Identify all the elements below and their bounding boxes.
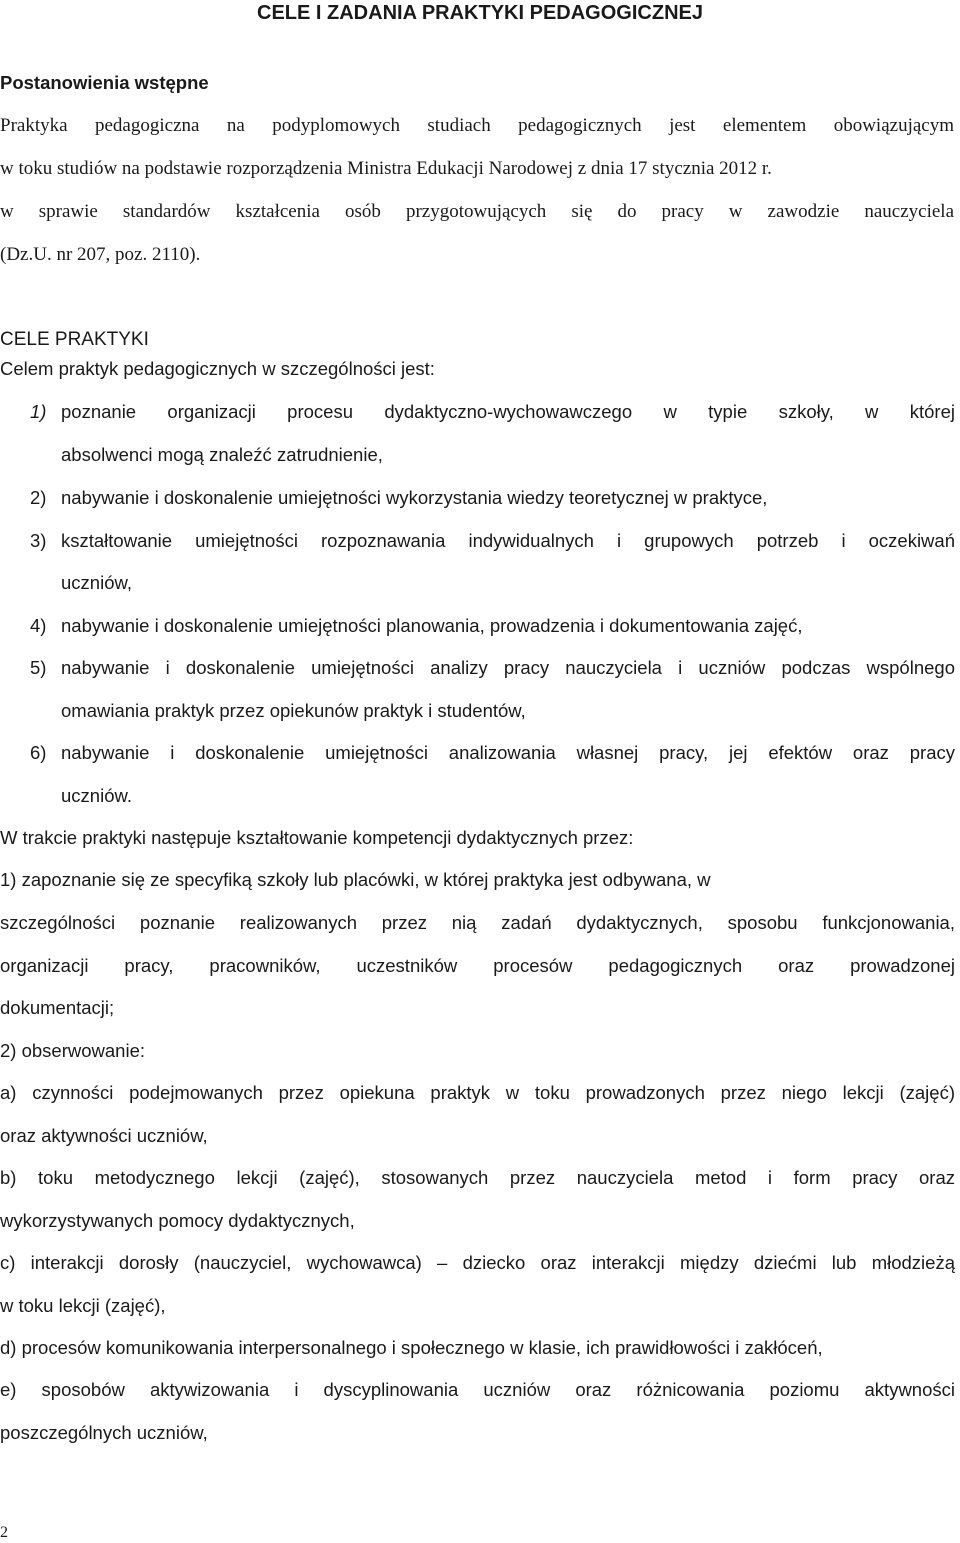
goal-3-number: 3) bbox=[30, 530, 47, 551]
goal-1-line-2: absolwenci mogą znaleźć zatrudnienie, bbox=[61, 444, 383, 465]
goal-4-line-1: nabywanie i doskonalenie umiejętności planowania, prowadzenia i dokumentowania zajęć, bbox=[61, 615, 803, 636]
intro-line-3: w sprawie standardów kształcenia osób przygotowujących się do pracy w zawodzie nauczyciela bbox=[0, 201, 954, 222]
competencies-line-5: 2) obserwowanie: bbox=[0, 1040, 145, 1061]
competencies-line-11: w toku lekcji (zajęć), bbox=[0, 1295, 166, 1316]
competencies-line-8: b) toku metodycznego lekcji (zajęć), stosowanych przez nauczyciela metod i form pracy oraz bbox=[0, 1167, 955, 1188]
competencies-line-9: wykorzystywanych pomocy dydaktycznych, bbox=[0, 1210, 355, 1231]
goal-1-number: 1) bbox=[30, 401, 47, 422]
goal-5-line-2: omawiania praktyk przez opiekunów praktyk i studentów, bbox=[61, 700, 526, 721]
competencies-line-14: poszczególnych uczniów, bbox=[0, 1422, 208, 1443]
competencies-line-7: oraz aktywności uczniów, bbox=[0, 1125, 208, 1146]
competencies-line-12: d) procesów komunikowania interpersonalnego i społecznego w klasie, ich prawidłowości i zakłóceń, bbox=[0, 1337, 823, 1358]
competencies-line-13: e) sposobów aktywizowania i dyscyplinowania uczniów oraz różnicowania poziomu aktywności bbox=[0, 1379, 955, 1400]
competencies-lead: W trakcie praktyki następuje kształtowanie kompetencji dydaktycznych przez: bbox=[0, 827, 634, 848]
page-title: CELE I ZADANIA PRAKTYKI PEDAGOGICZNEJ bbox=[257, 2, 703, 24]
intro-line-1: Praktyka pedagogiczna na podyplomowych studiach pedagogicznych jest elementem obowiązującym bbox=[0, 115, 954, 136]
goal-1-line-1: poznanie organizacji procesu dydaktyczno-wychowawczego w typie szkoły, w której bbox=[61, 401, 955, 422]
competencies-line-2: szczególności poznanie realizowanych przez nią zadań dydaktycznych, sposobu funkcjonowania, bbox=[0, 912, 955, 933]
goal-3-line-1: kształtowanie umiejętności rozpoznawania indywidualnych i grupowych potrzeb i oczekiwań bbox=[61, 530, 955, 551]
intro-line-4: (Dz.U. nr 207, poz. 2110). bbox=[0, 244, 201, 265]
competencies-line-4: dokumentacji; bbox=[0, 997, 115, 1018]
goal-2-line-1: nabywanie i doskonalenie umiejętności wykorzystania wiedzy teoretycznej w praktyce, bbox=[61, 487, 768, 508]
intro-line-2: w toku studiów na podstawie rozporządzenia Ministra Edukacji Narodowej z dnia 17 stycznia 2012 r. bbox=[0, 158, 772, 179]
intro-heading: Postanowienia wstępne bbox=[0, 72, 209, 93]
goal-2-number: 2) bbox=[30, 487, 47, 508]
page-number: 2 bbox=[0, 1524, 8, 1541]
goal-6-line-1: nabywanie i doskonalenie umiejętności analizowania własnej pracy, jej efektów oraz pracy bbox=[61, 742, 955, 763]
goal-5-number: 5) bbox=[30, 657, 47, 678]
goal-5-line-1: nabywanie i doskonalenie umiejętności analizy pracy nauczyciela i uczniów podczas wspólnego bbox=[61, 657, 955, 678]
goals-lead: Celem praktyk pedagogicznych w szczególności jest: bbox=[0, 358, 435, 379]
competencies-line-6: a) czynności podejmowanych przez opiekuna praktyk w toku prowadzonych przez niego lekcji (zajęć) bbox=[0, 1082, 955, 1103]
goal-4-number: 4) bbox=[30, 615, 47, 636]
goals-heading: CELE PRAKTYKI bbox=[0, 329, 149, 350]
goal-3-line-2: uczniów, bbox=[61, 572, 132, 593]
competencies-line-3: organizacji pracy, pracowników, uczestników procesów pedagogicznych oraz prowadzonej bbox=[0, 955, 955, 976]
goal-6-number: 6) bbox=[30, 742, 47, 763]
competencies-line-10: c) interakcji dorosły (nauczyciel, wychowawca) – dziecko oraz interakcji między dziećmi lub młodzieżą bbox=[0, 1252, 955, 1273]
goal-6-line-2: uczniów. bbox=[61, 785, 132, 806]
competencies-line-1: 1) zapoznanie się ze specyfiką szkoły lub placówki, w której praktyka jest odbywana, w bbox=[0, 869, 711, 890]
